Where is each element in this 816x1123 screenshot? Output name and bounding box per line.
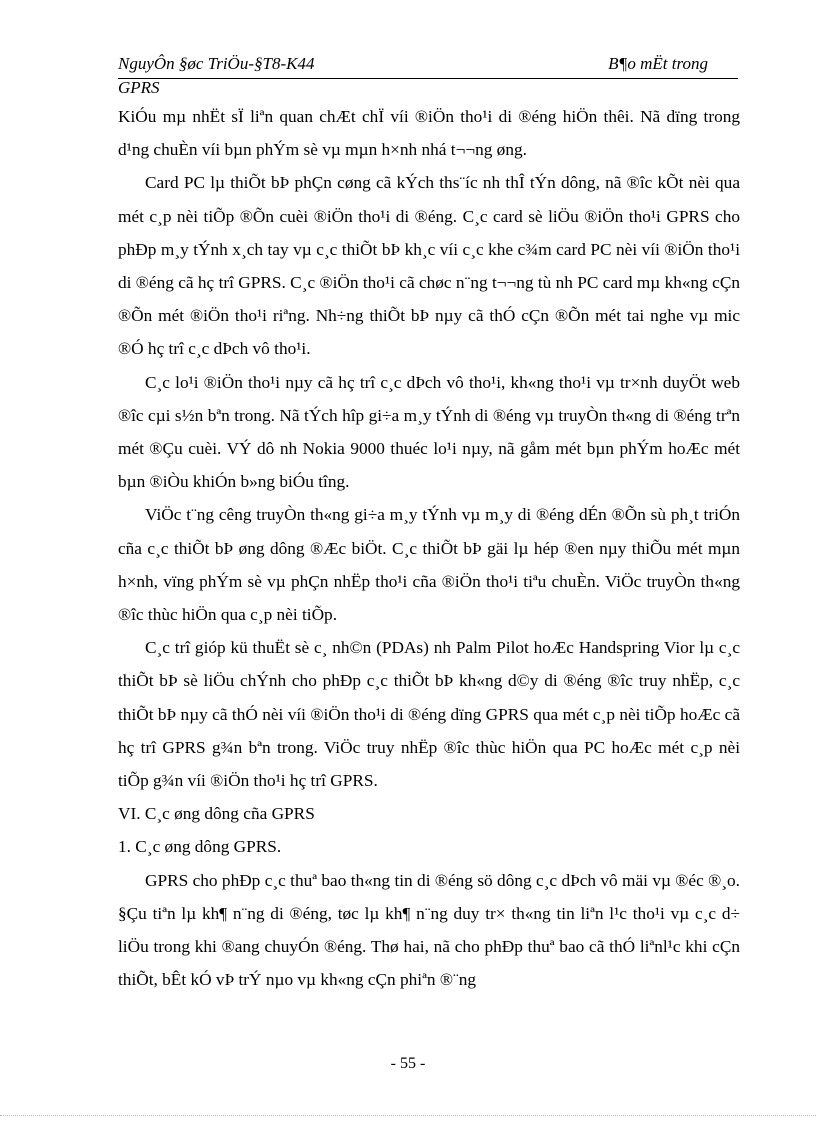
header-title-continued: GPRS	[118, 78, 160, 97]
section-heading: VI. C¸c øng dông cña GPRS	[118, 804, 315, 824]
paragraph: C¸c trî gióp kü thuËt sè c¸ nh©n (PDAs) nh Palm Pilot hoÆc Handspring Vior lµ c¸c thiÕt bÞ sè liÖu chÝnh cho phÐp c¸c thiÕt bÞ kh«ng d©y di ®éng ®îc truy nhËp, c¸c thiÕt bÞ nµy cã thÓ nèi víi ®iÖn tho¹i di ®éng dïng GPRS qua mét c¸p nèi tiÕp hoÆc cã hç trî GPRS g¾n bªn trong. ViÖc truy nhËp ®îc thùc hiÖn qua PC hoÆc mét c¸p nèi tiÕp g¾n víi ®iÖn tho¹i hç trî GPRS.	[118, 638, 740, 791]
page-number: - 55 -	[390, 1055, 426, 1072]
body-text	[118, 100, 740, 996]
header-title: B¶o mËt trong	[608, 54, 708, 73]
page-bottom-rule	[0, 1115, 816, 1116]
paragraph: GPRS cho phÐp c¸c thuª bao th«ng tin di ®éng sö dông c¸c dÞch vô mäi vµ ®éc ®¸o. §Çu tiªn lµ kh¶ n¨ng di ®éng, tøc lµ kh¶ n¨ng duy tr× th«ng tin liªn l¹c tho¹i vµ c¸c d÷ liÖu trong khi ®ang chuyÓn ®éng. Thø hai, nã cho phÐp thuª bao cã thÓ liªnl¹c khi cÇn thiÕt, bÊt kÓ vÞ trÝ nµo vµ kh«ng cÇn phiªn ®¨ng	[118, 870, 740, 990]
page-header	[118, 52, 738, 79]
paragraph: C¸c lo¹i ®iÖn tho¹i nµy cã hç trî c¸c dÞch vô tho¹i, kh«ng tho¹i vµ tr×nh duyÖt web ®îc cµi s½n bªn trong. Nã tÝch hîp gi÷a m¸y tÝnh di ®éng vµ truyÒn th«ng di ®éng trªn mét ®Çu cuèi. VÝ dô nh Nokia 9000 thuéc lo¹i nµy, nã gåm mét bµn phÝm hoÆc mét bµn ®iÒu khiÓn b»ng biÓu tîng.	[118, 372, 740, 492]
header-author: NguyÔn §øc TriÖu-§T8-K44	[118, 54, 315, 73]
subsection-heading: 1. C¸c øng dông GPRS.	[118, 837, 282, 857]
paragraph: KiÓu mµ nhËt sÏ liªn quan chÆt chÏ víi ®iÖn tho¹i di ®éng hiÖn thêi. Nã dïng trong d¹ng chuÈn víi bµn phÝm sè vµ mµn h×nh nhá t¬¬ng øng.	[118, 107, 740, 160]
paragraph: Card PC lµ thiÕt bÞ phÇn cøng cã kÝch ths¨íc nh thÎ tÝn dông, nã ®îc kÕt nèi qua mét c¸p nèi tiÕp ®Õn cuèi ®iÖn tho¹i di ®éng. C¸c card sè liÖu ®iÖn tho¹i GPRS cho phÐp m¸y tÝnh x¸ch tay vµ c¸c thiÕt bÞ kh¸c víi c¸c khe c¾m card PC nèi víi ®iÖn tho¹i di ®éng cã hç trî GPRS. C¸c ®iÖn tho¹i cã chøc n¨ng t¬¬ng tù nh PC card mµ kh«ng cÇn ®Õn mét ®iÖn tho¹i riªng. Nh÷ng thiÕt bÞ nµy cã thÓ cÇn ®Õn mét tai nghe vµ mic ®Ó hç trî c¸c dÞch vô tho¹i.	[118, 173, 740, 359]
paragraph: ViÖc t¨ng cêng truyÒn th«ng gi÷a m¸y tÝnh vµ m¸y di ®éng dÉn ®Õn sù ph¸t triÓn cña c¸c thiÕt bÞ øng dông ®Æc biÖt. C¸c thiÕt bÞ gäi lµ hép ®en nµy thiÕu mét mµn h×nh, vïng phÝm sè vµ phÇn nhËp tho¹i cña ®iÖn tho¹i tiªu chuÈn. ViÖc truyÒn th«ng ®îc thùc hiÖn qua c¸p nèi tiÕp.	[118, 505, 740, 625]
